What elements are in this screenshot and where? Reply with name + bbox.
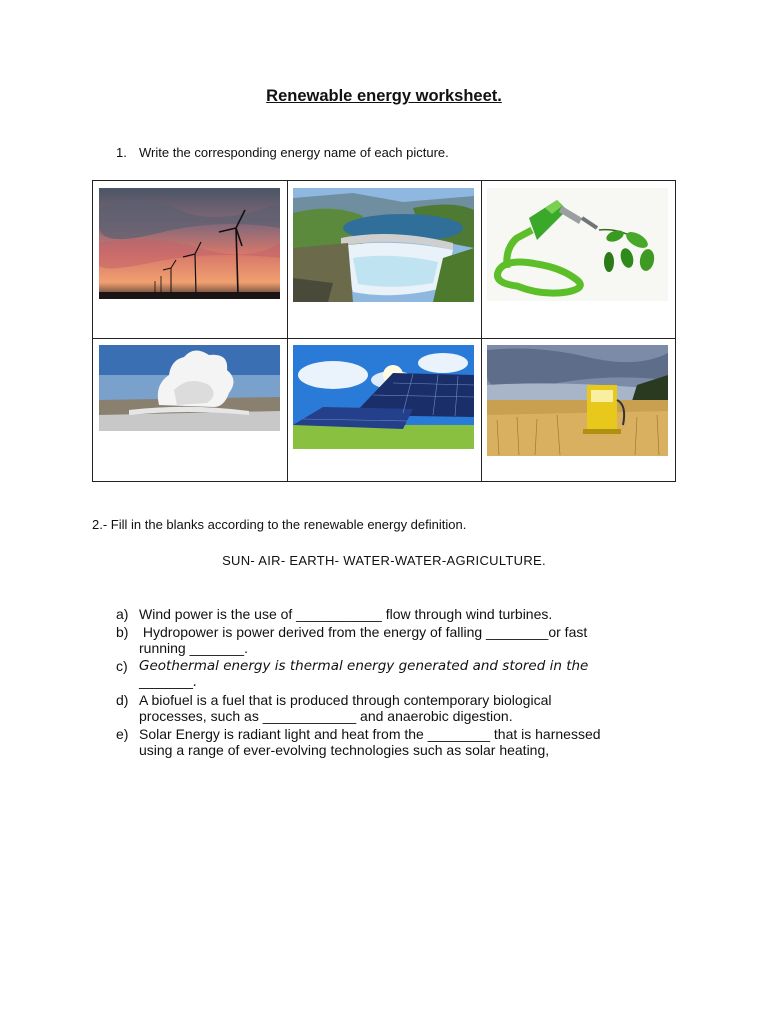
picture-table [92,180,676,482]
worksheet-title: Renewable energy worksheet. [266,87,502,105]
item-line: running _______. [139,640,248,656]
question-1-number: 1. [116,145,127,160]
list-item [116,624,676,657]
fill-in-list [116,606,676,760]
solar-panels-image [293,345,474,449]
item-line: ________. [139,674,198,690]
item-label: a) [116,606,129,622]
geyser-image [99,345,280,431]
item-line: Solar Energy is radiant light and heat from the ________ that is harnessed [139,725,601,742]
item-line: Geothermal energy is thermal energy generated and stored in the [139,657,589,674]
list-item [116,726,676,759]
item-line: A biofuel is a fuel that is produced through contemporary biological [139,691,552,708]
list-item [116,658,676,691]
question-2-text: 2.- Fill in the blanks according to the renewable energy definition. [92,517,467,532]
item-line: Wind power is the use of ___________ flow through wind turbines. [139,606,553,622]
item-line: using a range of ever-evolving technologies such as solar heating, [139,742,550,758]
item-line: Hydropower is power derived from the energy of falling ________or fast [139,623,588,640]
item-label: b) [116,623,129,640]
table-divider [481,181,482,481]
table-divider [287,181,288,481]
wind-turbines-image [99,188,280,299]
list-item [116,606,676,623]
item-label: d) [116,691,129,708]
question-1-text: Write the corresponding energy name of each picture. [139,145,449,160]
biofuel-pump-image [487,188,668,301]
item-line: processes, such as ____________ and anaerobic digestion. [139,708,513,724]
item-label: e) [116,725,129,742]
item-label: c) [116,657,128,674]
question-1 [116,145,449,160]
table-divider [93,338,675,339]
hydropower-dam-image [293,188,474,302]
word-bank: SUN- AIR- EARTH- WATER-WATER-AGRICULTURE. [222,553,546,568]
list-item [116,692,676,725]
wheat-field-fuel-pump-image [487,345,668,456]
